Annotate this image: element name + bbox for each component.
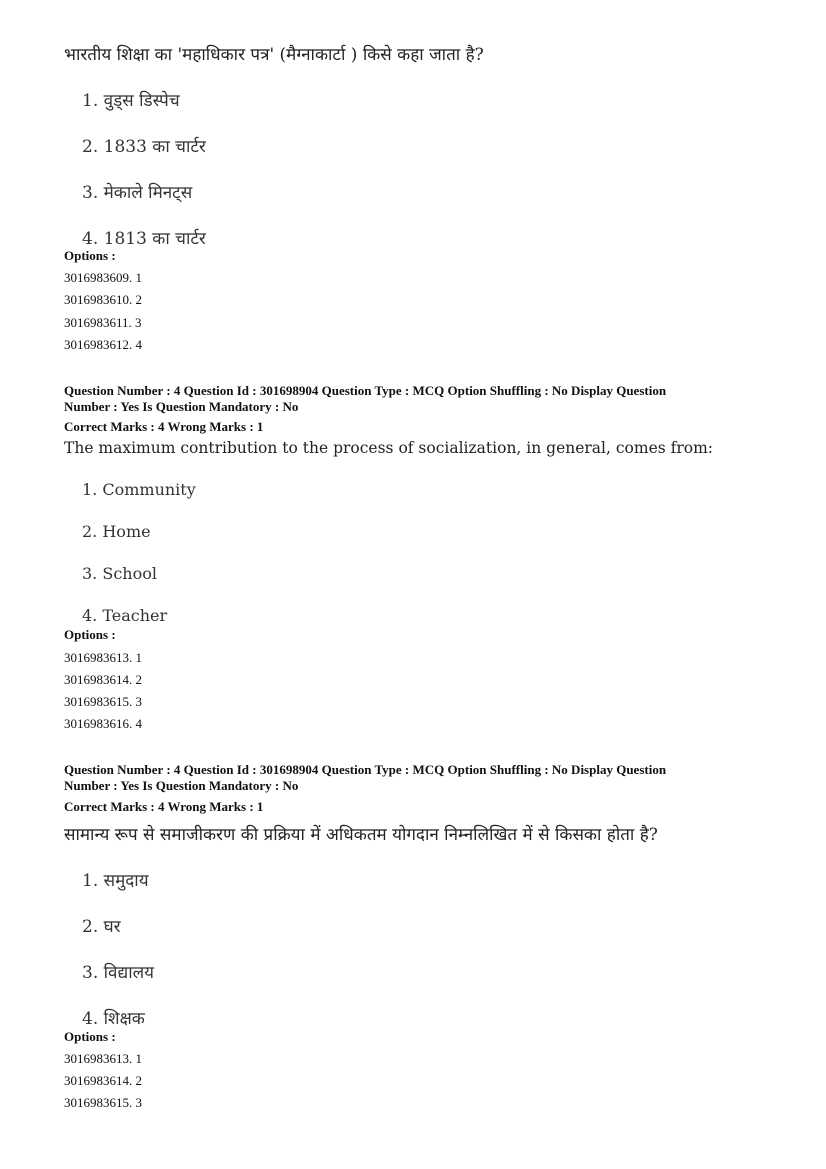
option-id: 3016983615. 3 <box>64 694 142 709</box>
option-id: 3016983613. 1 <box>64 1051 142 1066</box>
choice-4: 4. 1813 का चार्टर <box>82 229 206 249</box>
question-text: The maximum contribution to the process of socialization, in general, comes from: <box>64 439 714 457</box>
option-id: 3016983614. 2 <box>64 672 142 687</box>
marks-info: Correct Marks : 4 Wrong Marks : 1 <box>64 419 264 434</box>
choice-1: 1. वुड्स डिस्पेच <box>82 91 180 111</box>
question-meta: Number : Yes Is Question Mandatory : No <box>64 399 299 414</box>
choice-2: 2. घर <box>82 917 121 937</box>
question-meta: Question Number : 4 Question Id : 301698904 Question Type : MCQ Option Shuffling : No Display Question <box>64 383 667 398</box>
choice-3: 3. School <box>82 564 157 583</box>
option-id: 3016983611. 3 <box>64 315 142 330</box>
question-meta: Question Number : 4 Question Id : 301698904 Question Type : MCQ Option Shuffling : No Display Question <box>64 762 667 777</box>
option-id: 3016983610. 2 <box>64 292 142 307</box>
option-id: 3016983616. 4 <box>64 716 142 731</box>
choice-3: 3. मेकाले मिनट्स <box>82 183 193 203</box>
option-id: 3016983614. 2 <box>64 1073 142 1088</box>
choice-2: 2. 1833 का चार्टर <box>82 137 206 157</box>
options-label: Options : <box>64 248 116 263</box>
choice-3: 3. विद्यालय <box>82 963 154 983</box>
choice-2: 2. Home <box>82 522 151 541</box>
question-text: सामान्य रूप से समाजीकरण की प्रक्रिया में अधिकतम योगदान निम्नलिखित में से किसका होता है? <box>64 825 658 845</box>
choice-4: 4. शिक्षक <box>82 1009 145 1029</box>
options-label: Options : <box>64 1029 116 1044</box>
question-meta: Number : Yes Is Question Mandatory : No <box>64 778 299 793</box>
option-id: 3016983609. 1 <box>64 270 142 285</box>
option-id: 3016983612. 4 <box>64 337 142 352</box>
marks-info: Correct Marks : 4 Wrong Marks : 1 <box>64 799 264 814</box>
choice-4: 4. Teacher <box>82 606 168 625</box>
option-id: 3016983613. 1 <box>64 650 142 665</box>
options-label: Options : <box>64 627 116 642</box>
choice-1: 1. समुदाय <box>82 871 149 891</box>
question-text: भारतीय शिक्षा का 'महाधिकार पत्र' (मैग्नाकार्टा ) किसे कहा जाता है? <box>64 45 484 65</box>
option-id: 3016983615. 3 <box>64 1095 142 1110</box>
choice-1: 1. Community <box>82 480 196 499</box>
